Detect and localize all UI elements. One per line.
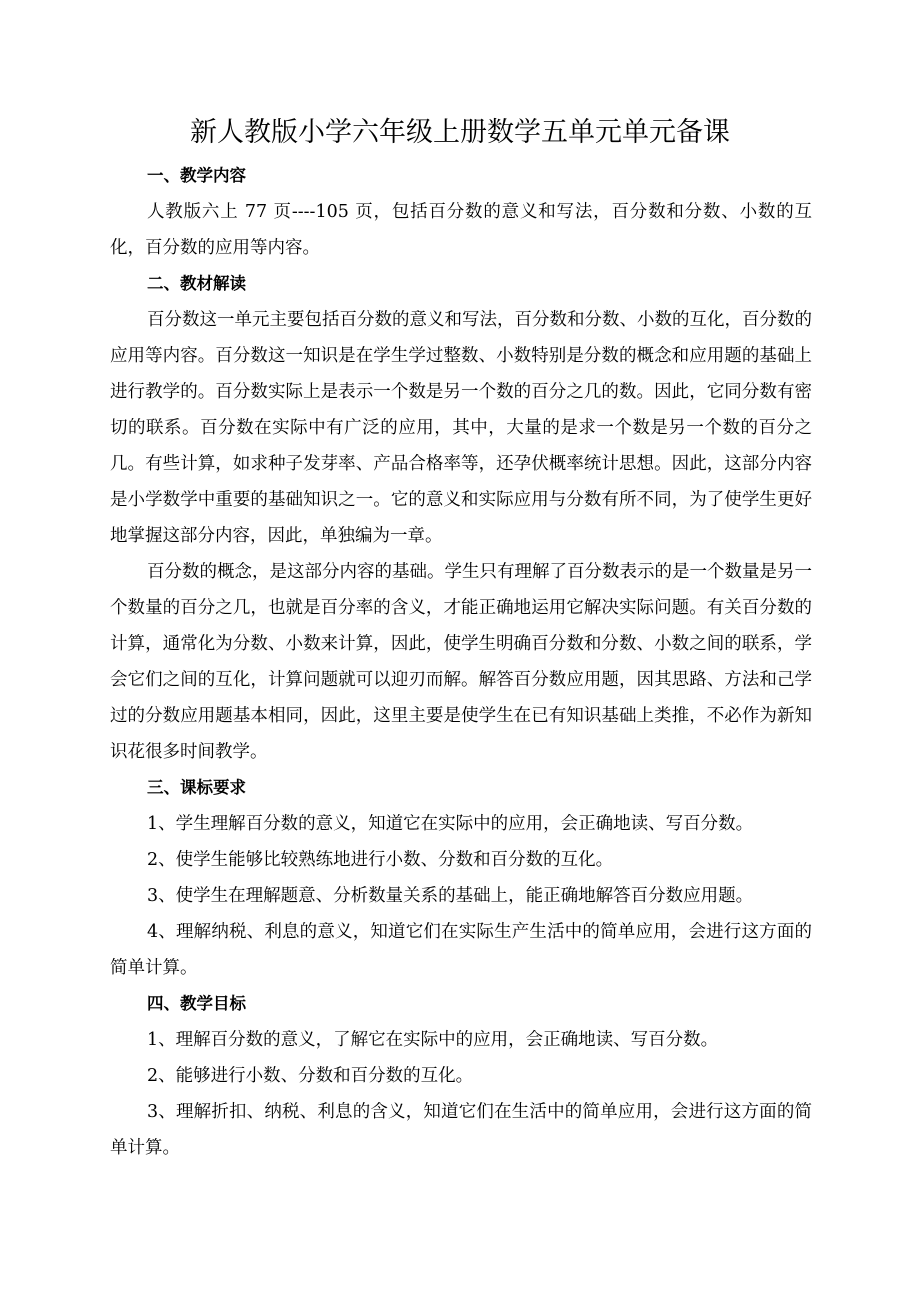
section-heading-textbook-analysis: 二、教材解读 <box>147 274 246 293</box>
list-item: 2、使学生能够比较熟练地进行小数、分数和百分数的互化。 <box>147 850 614 870</box>
section-heading-teaching-objectives: 四、教学目标 <box>147 994 246 1013</box>
section-heading-teaching-content: 一、教学内容 <box>147 166 246 185</box>
paragraph: 百分数这一单元主要包括百分数的意义和写法，百分数和分数、小数的互化，百分数的应用等内容。百分数这一知识是在学生学过整数、小数特别是分数的概念和应用题的基础上进行教学的。百分数实际上是表示一个数是另一个数的百分之几的数。因此，它同分数有密切的联系。百分数在实际中有广泛的应用，其中，大量的是求一个数是另一个数的百分之几。有些计算，如求种子发芽率、产品合格率等，还孕伏概率统计思想。因此，这部分内容是小学数学中重要的基础知识之一。它的意义和实际应用与分数有所不同，为了使学生更好地掌握这部分内容，因此，单独编为一章。 <box>110 310 812 546</box>
list-item: 2、能够进行小数、分数和百分数的互化。 <box>147 1066 474 1086</box>
list-item: 3、理解折扣、纳税、利息的含义，知道它们在生活中的简单应用，会进行这方面的简单计算。 <box>110 1102 812 1158</box>
section-heading-curriculum-requirements: 三、课标要求 <box>147 778 246 797</box>
list-item: 1、学生理解百分数的意义，知道它在实际中的应用，会正确地读、写百分数。 <box>147 814 754 834</box>
document-title: 新人教版小学六年级上册数学五单元单元备课 <box>190 117 730 148</box>
list-item: 1、理解百分数的意义，了解它在实际中的应用，会正确地读、写百分数。 <box>147 1030 719 1050</box>
paragraph: 百分数的概念，是这部分内容的基础。学生只有理解了百分数表示的是一个数量是另一个数量的百分之几，也就是百分率的含义，才能正确地运用它解决实际问题。有关百分数的计算，通常化为分数、小数来计算，因此，使学生明确百分数和分数、小数之间的联系，学会它们之间的互化，计算问题就可以迎刃而解。解答百分数应用题，因其思路、方法和己学过的分数应用题基本相同，因此，这里主要是使学生在已有知识基础上类推，不必作为新知识花很多时间教学。 <box>110 562 812 762</box>
list-item: 4、理解纳税、利息的意义，知道它们在实际生产生活中的简单应用，会进行这方面的简单计算。 <box>110 922 812 978</box>
list-item: 3、使学生在理解题意、分析数量关系的基础上，能正确地解答百分数应用题。 <box>147 886 754 906</box>
paragraph: 人教版六上 77 页----105 页，包括百分数的意义和写法，百分数和分数、小数的互化，百分数的应用等内容。 <box>110 202 812 258</box>
document-body <box>110 158 812 1166</box>
